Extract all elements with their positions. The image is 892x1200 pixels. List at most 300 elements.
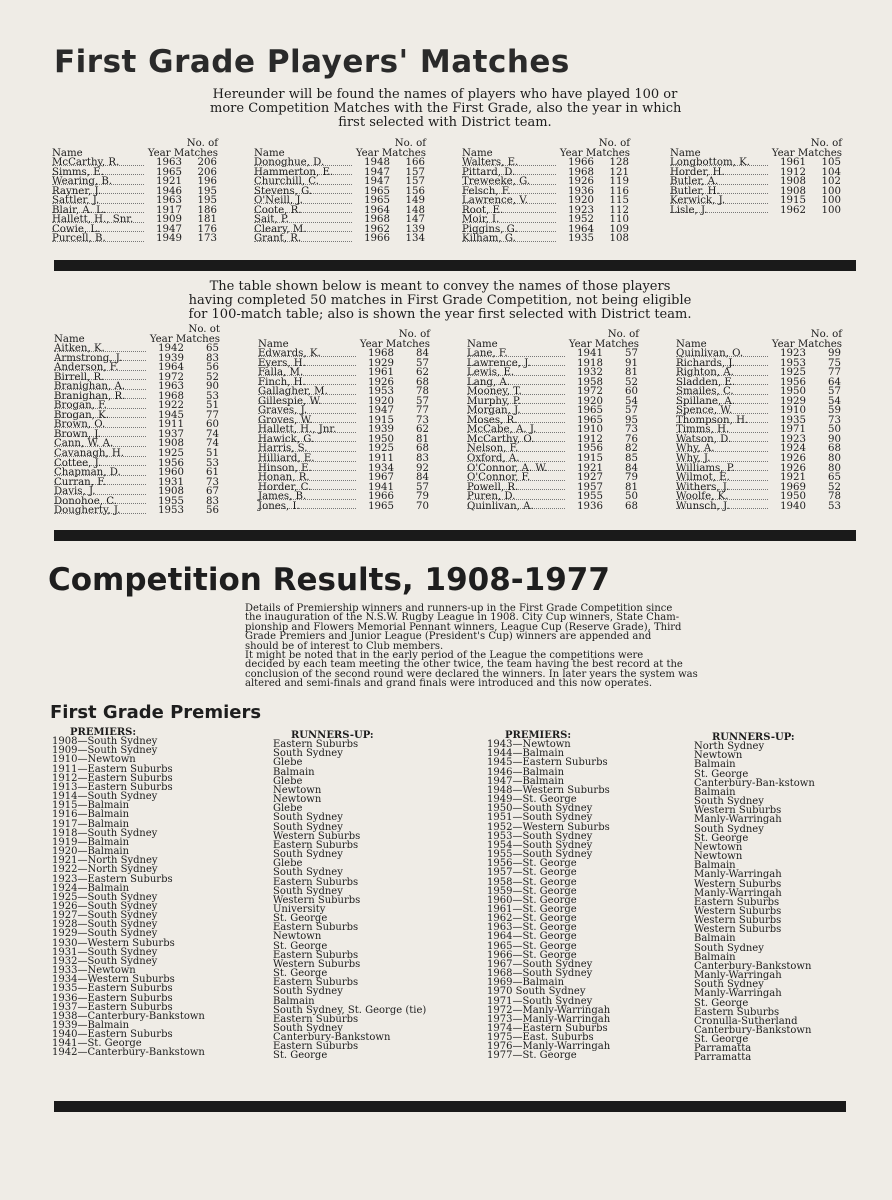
player-name: McCabe, A. J. <box>467 424 537 436</box>
player-year: 1971 <box>780 424 806 436</box>
list-item: 1930—Western Suburbs <box>52 937 175 949</box>
list-item: Eastern Suburbs <box>273 839 359 851</box>
player-year: 1935 <box>780 414 806 426</box>
list-item: Parramatta <box>694 1043 752 1055</box>
player-matches: 80 <box>828 453 841 465</box>
list-item: 1968—South Sydney <box>487 968 593 980</box>
list-item: 1921—North Sydney <box>52 855 158 867</box>
player-name: Finch, H. <box>258 376 306 388</box>
list-item: 1948—Western Suburbs <box>487 784 610 796</box>
player-year: 1927 <box>577 472 603 484</box>
list-item: South Sydney <box>273 867 343 879</box>
list-item: 1912—Eastern Suburbs <box>52 772 173 784</box>
players-column <box>676 330 846 511</box>
list-item: 1909—South Sydney <box>52 745 158 757</box>
player-name: Felsch, F. <box>462 185 511 197</box>
player-matches: 77 <box>206 409 219 421</box>
player-name: Righton, A. <box>676 367 734 379</box>
player-matches: 73 <box>416 414 429 426</box>
header-name: Name <box>462 147 493 159</box>
competition-results-title: Competition Results, 1908-1977 <box>48 562 610 598</box>
player-matches: 62 <box>416 367 429 379</box>
player-matches: 83 <box>206 495 219 507</box>
player-matches: 57 <box>625 348 638 359</box>
player-name: Walters, E. <box>462 157 519 168</box>
list-item: 1971—South Sydney <box>487 995 593 1007</box>
player-matches: 75 <box>828 357 841 369</box>
player-name: Williams, P. <box>676 462 735 474</box>
player-name: Woolfe, K. <box>676 491 729 503</box>
player-matches: 102 <box>821 176 841 188</box>
table-row <box>52 234 222 244</box>
player-matches: 68 <box>416 376 429 388</box>
list-item: 1955—South Sydney <box>487 849 593 861</box>
player-name: Hawick, G. <box>258 433 315 445</box>
list-item: South Sydney <box>694 796 764 808</box>
player-matches: 73 <box>206 476 219 488</box>
player-year: 1953 <box>780 357 806 369</box>
player-year: 1947 <box>364 166 390 178</box>
list-item: Balmain <box>694 860 736 872</box>
player-year: 1908 <box>780 176 806 188</box>
column-heading: RUNNERS-UP: <box>712 732 795 743</box>
player-name: Stevens, G. <box>254 185 313 197</box>
list-item: 1927—South Sydney <box>52 910 158 922</box>
list-item: 1967—South Sydney <box>487 958 593 970</box>
player-year: 1968 <box>364 214 390 226</box>
list-item: South Sydney <box>273 821 343 833</box>
player-name: Simms, E. <box>52 166 104 178</box>
players-column <box>54 325 224 516</box>
player-name: McCarthy, O. <box>467 433 535 445</box>
player-name: Lane, F. <box>467 348 508 359</box>
player-matches: 74 <box>206 428 219 440</box>
player-matches: 84 <box>625 462 638 474</box>
player-name: Withers, J. <box>676 481 730 493</box>
players-column <box>670 139 846 215</box>
player-year: 1939 <box>368 424 394 436</box>
player-matches: 57 <box>416 481 429 493</box>
player-matches: 206 <box>197 157 217 168</box>
player-year: 1965 <box>364 195 390 207</box>
player-year: 1947 <box>368 405 394 417</box>
list-item: St. George <box>273 940 328 952</box>
player-name: Butler, A. <box>670 176 719 188</box>
list-item: Balmain <box>273 995 315 1007</box>
header-year-matches: Year Matches <box>147 147 218 159</box>
player-name: Quinlivan, O. <box>676 348 744 359</box>
text-line: the inauguration of the N.S.W. Rugby League in 1908. City Cup winners, State Cham- <box>245 612 680 624</box>
player-year: 1911 <box>158 419 184 431</box>
player-name: Mooney, T. <box>467 386 522 398</box>
player-year: 1940 <box>780 500 806 512</box>
player-year: 1912 <box>780 166 806 178</box>
player-matches: 92 <box>416 462 429 474</box>
list-item: 1969—Balmain <box>487 977 565 989</box>
table-row <box>676 502 846 512</box>
player-matches: 84 <box>416 472 429 484</box>
header-year-matches: Year Matches <box>359 338 430 350</box>
player-year: 1926 <box>568 176 594 188</box>
player-name: Why, J. <box>676 453 711 465</box>
player-year: 1972 <box>158 371 184 383</box>
player-year: 1917 <box>156 204 182 216</box>
list-item: Balmain <box>273 766 315 778</box>
list-item: 1950—South Sydney <box>487 803 593 815</box>
list-item: St. George <box>694 997 749 1009</box>
player-matches: 176 <box>197 223 217 235</box>
list-item: 1925—South Sydney <box>52 891 158 903</box>
list-item: Western Suburbs <box>694 924 782 936</box>
list-item: Manly-Warringah <box>694 814 782 826</box>
table-row <box>670 206 846 216</box>
player-matches: 68 <box>416 443 429 455</box>
player-name: Wearing, B. <box>52 176 113 188</box>
list-item: Balmain <box>694 759 736 771</box>
list-item: Glebe <box>273 775 303 787</box>
list-item: South Sydney <box>273 849 343 861</box>
player-matches: 54 <box>828 395 841 407</box>
player-year: 1908 <box>158 438 184 450</box>
player-year: 1923 <box>780 433 806 445</box>
player-name: Horder, C. <box>258 481 312 493</box>
player-name: Donoghue, D. <box>254 157 325 168</box>
list-item: 1975—East. Suburbs <box>487 1032 594 1044</box>
players-matches-title: First Grade Players' Matches <box>54 44 570 80</box>
player-name: Hammerton, E. <box>254 166 334 178</box>
list-item: 1936—Eastern Suburbs <box>52 992 173 1004</box>
player-matches: 90 <box>206 381 219 393</box>
list-item: 1946—Balmain <box>487 766 565 778</box>
player-name: Gallagher, M. <box>258 386 328 398</box>
player-matches: 100 <box>821 204 841 216</box>
player-name: Lang, A. <box>467 376 510 388</box>
player-matches: 128 <box>609 157 629 168</box>
player-matches: 61 <box>206 467 219 479</box>
player-year: 1966 <box>368 491 394 503</box>
player-year: 1929 <box>368 357 394 369</box>
list-item: Eastern Suburbs <box>273 1013 359 1025</box>
player-name: Lawrence, V. <box>462 195 529 207</box>
player-matches: 173 <box>197 233 217 245</box>
list-item: 1924—Balmain <box>52 882 130 894</box>
player-matches: 90 <box>828 433 841 445</box>
player-year: 1950 <box>780 386 806 398</box>
player-year: 1924 <box>780 443 806 455</box>
player-matches: 51 <box>206 400 219 412</box>
player-name: Branighan, R. <box>54 390 126 402</box>
player-matches: 57 <box>416 395 429 407</box>
list-item: 1943—Newtown <box>487 739 571 751</box>
player-matches: 56 <box>206 505 219 517</box>
list-item: South Sydney <box>273 1023 343 1034</box>
list-item: 1953—South Sydney <box>487 830 593 842</box>
player-name: Blair, A. L. <box>52 204 107 216</box>
player-name: Armstrong, J. <box>54 352 123 364</box>
player-matches: 57 <box>828 386 841 398</box>
player-name: Rayner, J. <box>52 185 102 197</box>
player-year: 1926 <box>780 462 806 474</box>
header-name: Name <box>467 338 498 350</box>
player-matches: 83 <box>206 352 219 364</box>
player-name: Brogan, K. <box>54 409 109 421</box>
player-name: Timms, H. <box>676 424 730 436</box>
list-item: 1928—South Sydney <box>52 919 158 931</box>
list-item: 1949—St. George <box>487 794 577 806</box>
list-item: 1945—Eastern Suburbs <box>487 757 608 769</box>
player-year: 1912 <box>577 433 603 445</box>
list-item: St. George <box>273 913 328 925</box>
player-matches: 156 <box>405 185 425 197</box>
list-item: Parramatta <box>694 1052 752 1064</box>
player-year: 1962 <box>780 204 806 216</box>
player-year: 1965 <box>364 185 390 197</box>
player-matches: 60 <box>625 386 638 398</box>
player-matches: 109 <box>609 223 629 235</box>
player-year: 1956 <box>577 443 603 455</box>
header-name: Name <box>54 333 85 345</box>
player-matches: 148 <box>405 204 425 216</box>
list-item: Glebe <box>273 757 303 769</box>
player-matches: 52 <box>206 371 219 383</box>
list-item: Eastern Suburbs <box>273 977 359 989</box>
list-item: 1919—Balmain <box>52 836 130 848</box>
player-name: Groves, W. <box>258 414 313 426</box>
list-item: Canterbury-Ban-kstown <box>694 777 815 789</box>
player-name: Treweeke, G. <box>462 176 531 188</box>
list-item: Western Suburbs <box>694 878 782 890</box>
player-year: 1934 <box>368 462 394 474</box>
player-name: Brogan, F. <box>54 400 107 412</box>
list-item: South Sydney, St. George (tie) <box>273 1004 427 1016</box>
list-item: 1974—Eastern Suburbs <box>487 1023 608 1034</box>
player-name: Edwards, K. <box>258 348 321 359</box>
list-item: 1941—St. George <box>52 1038 142 1050</box>
player-year: 1963 <box>156 195 182 207</box>
list-item: 1973—Manly-Warringah <box>487 1013 611 1025</box>
player-matches: 95 <box>625 414 638 426</box>
list-item: St. George <box>694 832 749 844</box>
player-year: 1961 <box>780 157 806 168</box>
text-line: Details of Premiership winners and runners-up in the First Grade Competition since <box>245 603 673 614</box>
text-line: The table shown below is meant to convey the names of those players <box>209 279 671 294</box>
player-matches: 77 <box>828 367 841 379</box>
player-matches: 81 <box>416 433 429 445</box>
player-matches: 74 <box>206 438 219 450</box>
player-matches: 80 <box>828 462 841 474</box>
player-matches: 195 <box>197 195 217 207</box>
player-matches: 68 <box>625 500 638 512</box>
list-item: 1920—Balmain <box>52 846 130 858</box>
player-name: McCarthy, R. <box>52 157 120 168</box>
player-matches: 196 <box>197 176 217 188</box>
player-name: Aitken, K. <box>54 343 105 354</box>
player-name: Lawrence, J. <box>467 357 531 369</box>
list-item: Eastern Suburbs <box>273 1041 359 1053</box>
player-matches: 139 <box>405 223 425 235</box>
players-column <box>467 330 643 511</box>
intro-50-matches <box>170 280 710 322</box>
player-year: 1955 <box>158 495 184 507</box>
player-name: Moses, R. <box>467 414 518 426</box>
player-name: Horder, H. <box>670 166 725 178</box>
player-year: 1953 <box>158 505 184 517</box>
player-year: 1972 <box>577 386 603 398</box>
column-heading: PREMIERS: <box>70 727 137 738</box>
player-matches: 60 <box>206 419 219 431</box>
header-no-of: No. ot <box>188 324 220 335</box>
player-year: 1968 <box>368 348 394 359</box>
player-year: 1926 <box>368 376 394 388</box>
player-matches: 116 <box>609 185 629 197</box>
divider-bar <box>54 530 856 541</box>
player-name: Moir, I. <box>462 214 500 226</box>
player-matches: 100 <box>821 185 841 197</box>
list-item: 1911—Eastern Suburbs <box>52 763 173 775</box>
text-line: altered and semi-finals and grand finals were introduced and this now operates. <box>245 678 653 690</box>
player-name: Hallett, H., Jnr. <box>258 424 337 436</box>
player-name: Cavanagh, H. <box>54 448 125 460</box>
player-name: Eyers, H. <box>258 357 306 369</box>
player-name: O'Connor, F. <box>467 472 531 484</box>
player-year: 1963 <box>158 381 184 393</box>
player-matches: 157 <box>405 176 425 188</box>
player-name: Anderson, F. <box>54 362 119 374</box>
players-column <box>462 139 634 244</box>
column-header <box>462 139 634 158</box>
player-matches: 78 <box>828 491 841 503</box>
player-year: 1915 <box>368 414 394 426</box>
player-year: 1946 <box>156 185 182 197</box>
player-year: 1953 <box>368 386 394 398</box>
player-year: 1964 <box>158 362 184 374</box>
player-year: 1947 <box>156 223 182 235</box>
list-item: 1963—St. George <box>487 922 577 934</box>
list-item: 1947—Balmain <box>487 775 565 787</box>
player-name: Honan, R. <box>258 472 310 484</box>
player-name: Brown, J. <box>54 428 101 440</box>
list-item: 1929—South Sydney <box>52 928 158 940</box>
list-item: 1977—St. George <box>487 1050 577 1062</box>
list-item: 1961—St. George <box>487 903 577 915</box>
player-year: 1935 <box>568 233 594 245</box>
player-matches: 53 <box>206 457 219 469</box>
premiers-column <box>487 731 610 1061</box>
player-year: 1929 <box>780 395 806 407</box>
list-item: Eastern Suburbs <box>273 922 359 934</box>
list-item: North Sydney <box>694 741 765 753</box>
column-header <box>254 139 430 158</box>
player-name: Spillane, A. <box>676 395 736 407</box>
player-name: Gillespie, W. <box>258 395 322 407</box>
player-name: Dougherty, J. <box>54 505 121 517</box>
player-name: Murphy, P. <box>467 395 521 407</box>
list-item: Eastern Suburbs <box>273 876 359 888</box>
player-name: Churchill, C. <box>254 176 319 188</box>
list-item: 1972—Manly-Warringah <box>487 1004 611 1016</box>
list-item: 1938—Canterbury-Bankstown <box>52 1010 205 1022</box>
list-item: 1962—St. George <box>487 913 577 925</box>
list-item: 1959—St. George <box>487 885 577 897</box>
list-item: 1970 South Sydney <box>487 986 586 998</box>
player-name: Sattler, J. <box>52 195 100 207</box>
player-year: 1963 <box>156 157 182 168</box>
header-no-of: No. of <box>607 329 639 340</box>
player-matches: 84 <box>416 348 429 359</box>
player-year: 1922 <box>158 400 184 412</box>
list-item: Western Suburbs <box>273 830 361 842</box>
player-matches: 147 <box>405 214 425 226</box>
list-item: Manly-Warringah <box>694 988 782 1000</box>
column-header <box>54 325 224 344</box>
player-name: Donohoe, C. <box>54 495 117 507</box>
player-year: 1931 <box>158 476 184 488</box>
column-header <box>258 330 434 349</box>
player-name: Morgan, J. <box>467 405 521 417</box>
column-header <box>670 139 846 158</box>
table-row <box>54 506 224 516</box>
player-year: 1936 <box>577 500 603 512</box>
player-name: Watson, D. <box>676 433 732 445</box>
header-no-of: No. of <box>186 138 218 149</box>
player-name: Cann, W. A. <box>54 438 114 450</box>
list-item: 1952—Western Suburbs <box>487 821 610 833</box>
list-item: Newtown <box>694 750 743 762</box>
list-item: South Sydney <box>273 986 343 998</box>
list-item: 1944—Balmain <box>487 748 565 760</box>
list-item: 1933—Newtown <box>52 965 136 977</box>
runners-up-column <box>694 733 815 1063</box>
list-item: 1976—Manly-Warringah <box>487 1041 611 1053</box>
player-year: 1923 <box>568 204 594 216</box>
player-year: 1915 <box>577 453 603 465</box>
player-matches: 65 <box>206 343 219 354</box>
list-item: St. George <box>273 968 328 980</box>
list-item: 1934—Western Suburbs <box>52 974 175 986</box>
header-year-matches: Year Matches <box>568 338 639 350</box>
column-header <box>52 139 222 158</box>
player-name: Wunsch, J. <box>676 500 730 512</box>
list-item: Glebe <box>273 858 303 870</box>
header-name: Name <box>670 147 701 159</box>
player-matches: 134 <box>405 233 425 245</box>
list-item: 1917—Balmain <box>52 818 130 830</box>
text-line: It might be noted that in the early period of the League the competitions were <box>245 650 644 662</box>
list-item: 1922—North Sydney <box>52 864 158 876</box>
player-year: 1961 <box>368 367 394 379</box>
player-year: 1925 <box>158 448 184 460</box>
player-name: Richards, J. <box>676 357 735 369</box>
table-row <box>258 502 434 512</box>
player-year: 1965 <box>577 405 603 417</box>
header-year-matches: Year Matches <box>771 147 842 159</box>
list-item: 1960—St. George <box>487 894 577 906</box>
text-line: pionship and Flowers Memorial Pennant winners, League Cup (Reserve Grade), Third <box>245 621 682 633</box>
player-matches: 99 <box>828 348 841 359</box>
player-matches: 51 <box>206 448 219 460</box>
list-item: 1966—St. George <box>487 949 577 961</box>
list-item: 1916—Balmain <box>52 809 130 821</box>
list-item: 1918—South Sydney <box>52 827 158 839</box>
player-name: Jones, I. <box>258 500 300 512</box>
player-year: 1952 <box>568 214 594 226</box>
list-item: St. George <box>694 768 749 780</box>
player-year: 1918 <box>577 357 603 369</box>
player-matches: 166 <box>405 157 425 168</box>
header-year-matches: Year Matches <box>771 338 842 350</box>
header-no-of: No. of <box>394 138 426 149</box>
player-name: Hallett, H., Snr. <box>52 214 134 226</box>
